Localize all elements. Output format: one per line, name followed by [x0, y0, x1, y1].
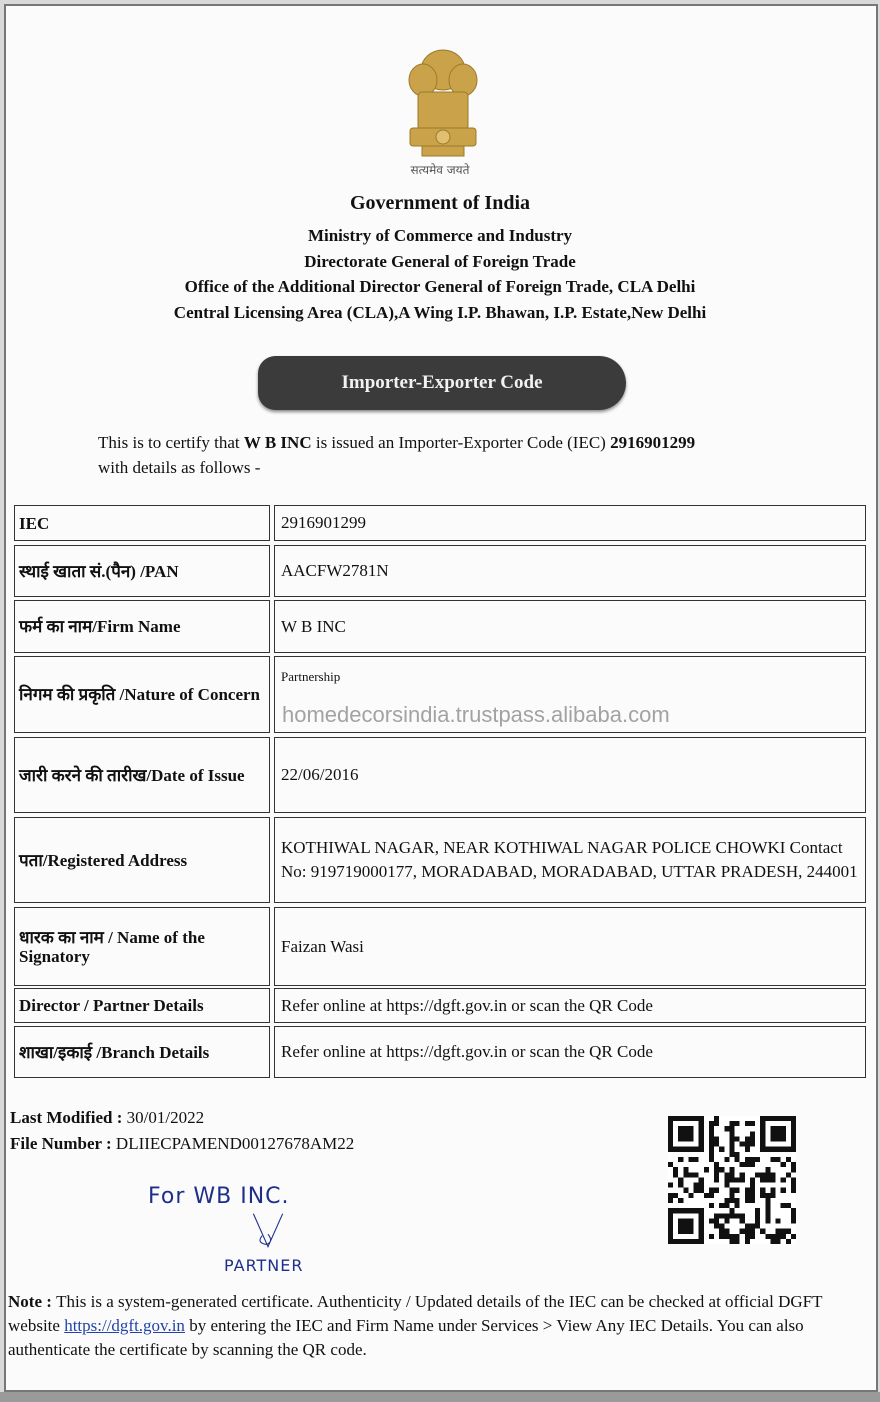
certify-suffix: with details as follows -	[98, 458, 261, 477]
certify-statement	[98, 430, 838, 480]
row-label: धारक का नाम / Name of the Signatory	[14, 907, 270, 986]
row-value: KOTHIWAL NAGAR, NEAR KOTHIWAL NAGAR POLICE CHOWKI Contact No: 919719000177, MORADABAD, MORADABAD, UTTAR PRADESH, 244001	[274, 817, 866, 903]
signature-icon	[238, 1210, 298, 1254]
row-label: IEC	[14, 505, 270, 541]
row-label: जारी करने की तारीख/Date of Issue	[14, 737, 270, 813]
header-ministry: Ministry of Commerce and Industry	[307, 226, 573, 245]
table-row-address	[14, 817, 866, 903]
scan-edge	[0, 1392, 880, 1402]
row-value: Refer online at https://dgft.gov.in or scan the QR Code	[274, 1026, 866, 1078]
row-value: AACFW2781N	[274, 545, 866, 597]
file-number-label: File Number :	[10, 1134, 116, 1153]
table-row-signatory	[14, 907, 866, 986]
certify-iec: 2916901299	[610, 433, 696, 452]
row-value: Partnership	[274, 656, 866, 733]
note	[8, 1290, 858, 1362]
row-value: Faizan Wasi	[274, 907, 866, 986]
file-number	[10, 1133, 354, 1155]
partner-stamp-signature	[148, 1180, 348, 1280]
row-label: पता/Registered Address	[14, 817, 270, 903]
row-value: 22/06/2016	[274, 737, 866, 813]
row-label: स्थाई खाता सं.(पैन) /PAN	[14, 545, 270, 597]
table-row-branch-details	[14, 1026, 866, 1078]
header-directorate: Directorate General of Foreign Trade	[304, 252, 576, 271]
dgft-link[interactable]: https://dgft.gov.in	[64, 1316, 185, 1335]
last-modified-value: 30/01/2022	[126, 1108, 205, 1127]
certify-middle: is issued an Importer-Exporter Code (IEC)	[311, 433, 611, 452]
table-row-date-of-issue	[14, 737, 866, 813]
note-text1: This is a system-generated certificate. Authenticity / Updated details of the IEC can be checked at official DGFT website	[8, 1292, 823, 1335]
row-label: शाखा/इकाई /Branch Details	[14, 1026, 270, 1078]
last-modified	[10, 1107, 204, 1129]
row-value: W B INC	[274, 600, 866, 653]
row-label: Director / Partner Details	[14, 988, 270, 1023]
file-number-value: DLIIECPAMEND00127678AM22	[115, 1134, 355, 1153]
row-value: Refer online at https://dgft.gov.in or scan the QR Code	[274, 988, 866, 1023]
stamp-line1: For WB INC.	[148, 1184, 290, 1209]
header-government: Government of India	[350, 192, 530, 214]
watermark: homedecorsindia.trustpass.alibaba.com	[282, 702, 670, 727]
certify-prefix: This is to certify that	[98, 433, 244, 452]
header-address: Central Licensing Area (CLA),A Wing I.P. Bhawan, I.P. Estate,New Delhi	[173, 303, 707, 322]
emblem-motto: सत्यमेव जयते	[410, 163, 470, 177]
row-label: फर्म का नाम/Firm Name	[14, 600, 270, 653]
certificate-title-banner: Importer-Exporter Code	[258, 356, 626, 410]
row-label: निगम की प्रकृति /Nature of Concern	[14, 656, 270, 733]
header-office: Office of the Additional Director General of Foreign Trade, CLA Delhi	[184, 277, 696, 296]
note-text2: by entering the IEC and Firm Name under Services > View Any IEC Details. You can also authenticate the certificate by scanning the QR code.	[8, 1316, 804, 1359]
national-emblem-icon	[388, 40, 498, 158]
note-label: Note :	[8, 1292, 57, 1311]
row-value: 2916901299	[274, 505, 866, 541]
certify-firm: W B INC	[243, 433, 312, 452]
table-row-partner-details	[14, 988, 866, 1023]
stamp-line2: PARTNER	[224, 1256, 304, 1275]
table-row-pan	[14, 545, 866, 597]
table-row-iec	[14, 505, 866, 541]
table-row-firm-name	[14, 600, 866, 653]
qr-code-icon[interactable]	[668, 1116, 796, 1244]
last-modified-label: Last Modified :	[10, 1108, 127, 1127]
